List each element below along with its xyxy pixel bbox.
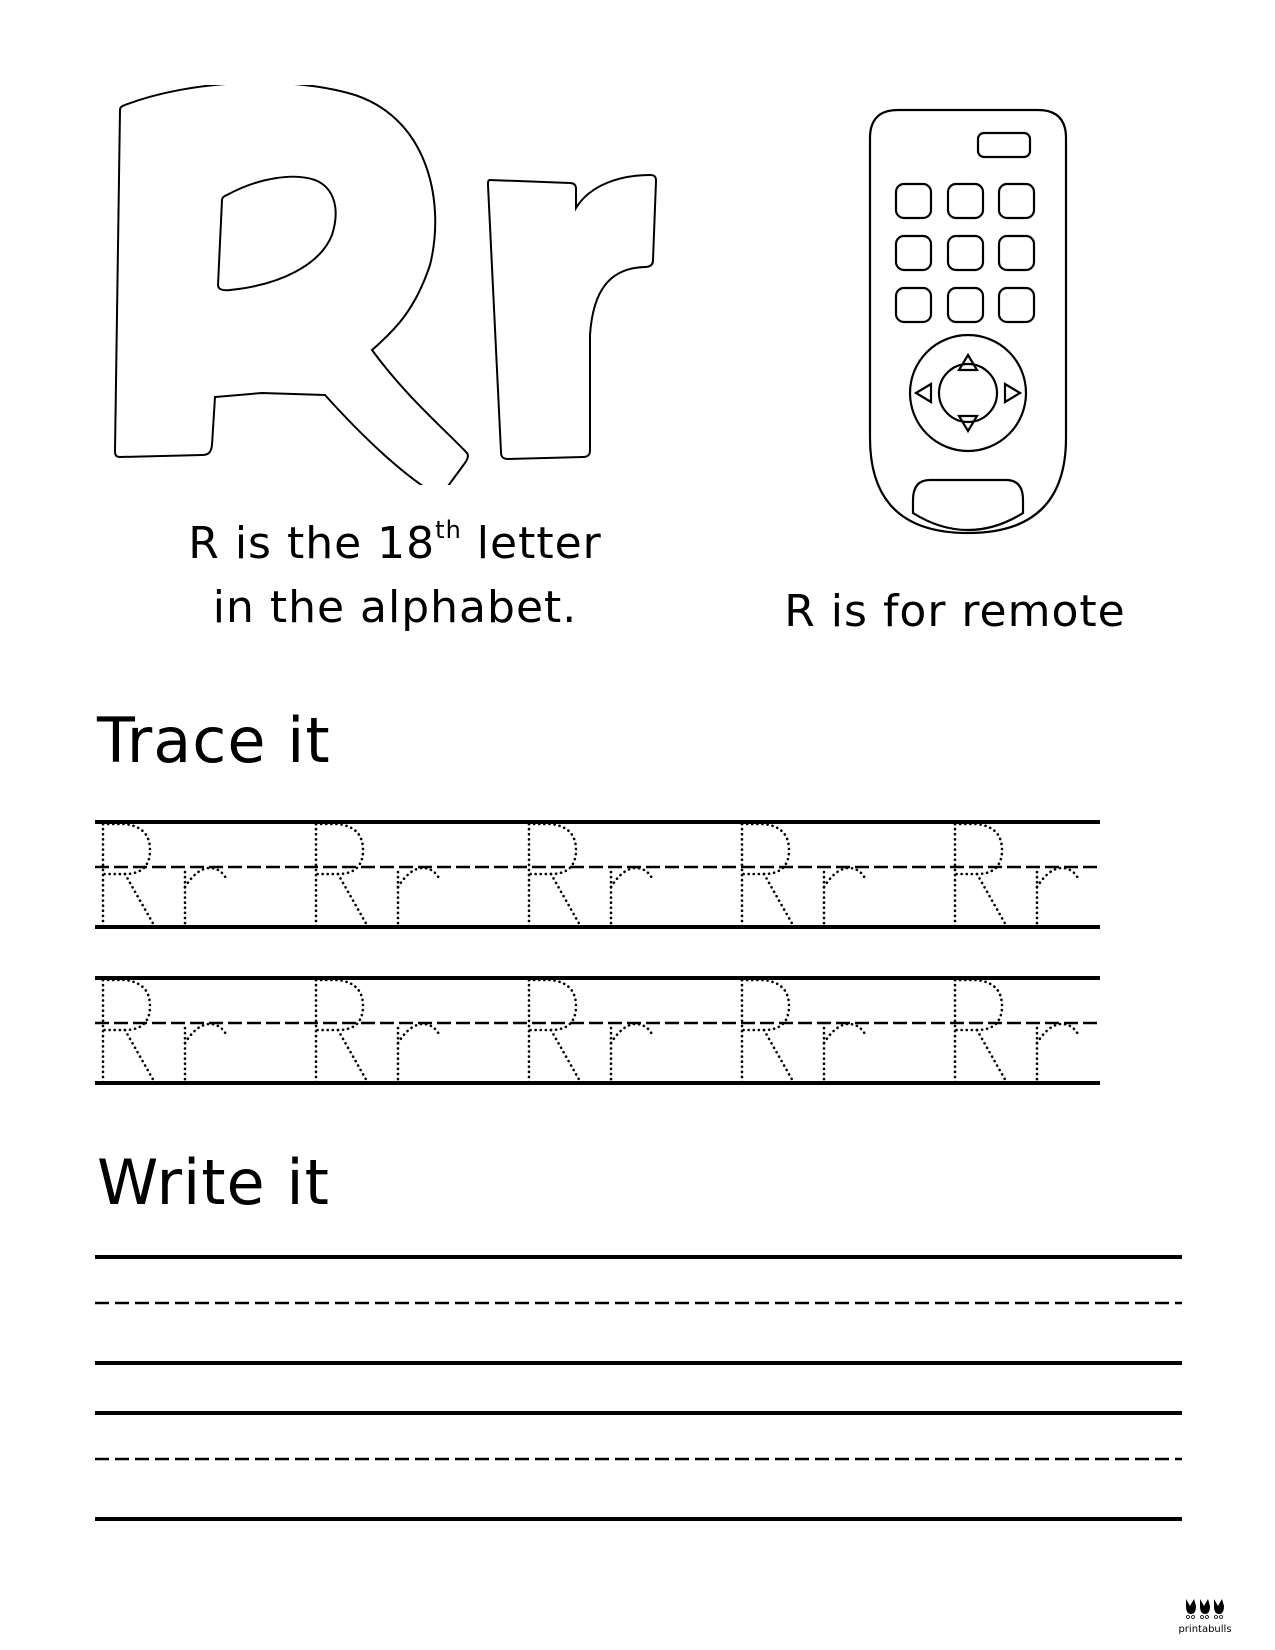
tv-remote-icon (868, 108, 1068, 538)
picture-caption: R is for remote (784, 586, 1126, 637)
fact-line-2: in the alphabet. (212, 582, 578, 633)
outlined-letter-rr (110, 85, 710, 485)
write-row-2 (95, 1413, 1182, 1519)
write-row-1 (95, 1257, 1182, 1363)
printabulls-logo (1177, 1597, 1233, 1637)
trace-row-1 (95, 822, 1100, 927)
trace-practice-area[interactable] (95, 812, 1100, 1097)
write-practice-area[interactable] (95, 1245, 1182, 1535)
write-heading: Write it (97, 1146, 330, 1219)
outline-lowercase-r (488, 175, 656, 459)
logo-text: printabulls (1178, 1624, 1232, 1635)
bulldog-logo-icon (1183, 1597, 1227, 1619)
trace-row-2 (95, 978, 1100, 1083)
uppercase-r-counter (218, 177, 336, 291)
outline-uppercase-r (115, 85, 468, 485)
letter-fact (150, 512, 640, 640)
trace-heading: Trace it (97, 704, 331, 777)
fact-line-1: R is the 18th letter (188, 516, 602, 569)
